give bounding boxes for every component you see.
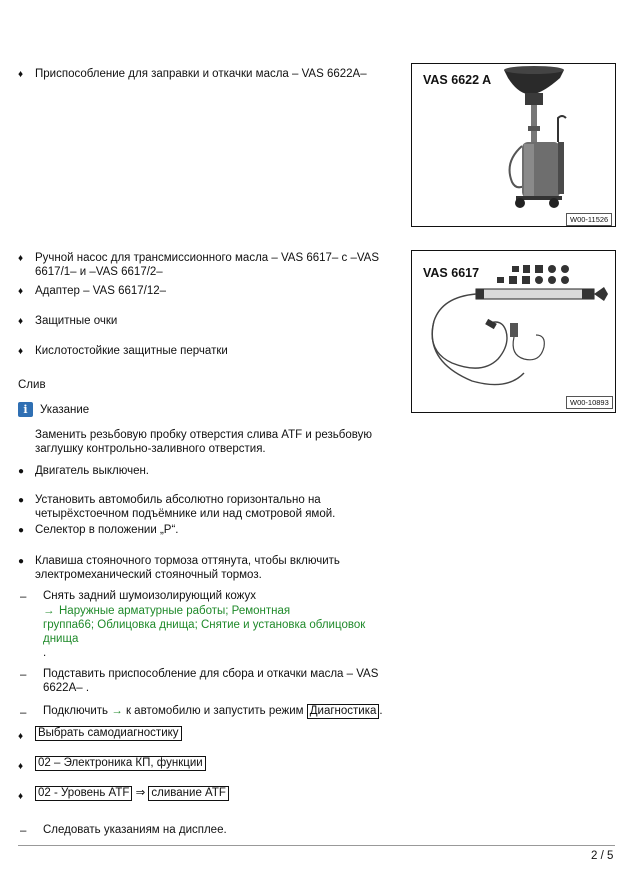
- step-connect-end: .: [379, 705, 383, 717]
- step-place-line1: Подставить приспособление для сбора и откачки масла – VAS: [43, 668, 379, 680]
- bullet-icon: ♦: [18, 286, 24, 297]
- menu-atf-level-path: [35, 786, 229, 801]
- bullet-icon: ♦: [18, 69, 24, 80]
- dash-marker: –: [20, 591, 27, 603]
- item-vas6622: Приспособление для заправки и откачки масла – VAS 6622A–: [35, 68, 367, 80]
- item-gloves: Кислотостойкие защитные перчатки: [35, 345, 228, 357]
- link-external-works[interactable]: Наружные арматурные работы; Ремонтная: [59, 605, 291, 617]
- diagnostic-tester-arrow-icon[interactable]: →: [111, 705, 123, 717]
- bullet-icon: ●: [18, 495, 25, 506]
- link-external-works-line3[interactable]: днища: [43, 633, 79, 645]
- step-connect-pre: Подключить: [43, 705, 109, 717]
- item-vas6617-line1: Ручной насос для трансмиссионного масла – VAS 6617– с –VAS: [35, 252, 379, 264]
- dash-marker: –: [20, 707, 27, 719]
- menu-self-diagnosis: Выбрать самодиагностику: [35, 726, 182, 741]
- note-line2: заглушку контрольно-заливного отверстия.: [35, 443, 266, 455]
- step-remove-cover: Снять задний шумоизолирующий кожух: [43, 590, 256, 602]
- link-external-works-line2[interactable]: группа66; Облицовка днища; Снятие и установка облицовок: [43, 619, 366, 631]
- condition-vehicle-line1: Установить автомобиль абсолютно горизонтально на: [35, 494, 321, 506]
- figure-id: W00-10893: [566, 396, 613, 409]
- step-connect: [43, 704, 383, 719]
- menu-atf-drain: сливание ATF: [148, 786, 229, 801]
- figure-vas6617: [411, 250, 616, 413]
- link-period: .: [43, 647, 47, 659]
- diagnostics-mode-box: Диагностика: [307, 704, 380, 719]
- item-adapter: Адаптер – VAS 6617/12–: [35, 285, 167, 297]
- bullet-icon: ♦: [18, 791, 24, 802]
- bullet-icon: ♦: [18, 731, 24, 742]
- note-line1: Заменить резьбовую пробку отверстия слива ATF и резьбовую: [35, 429, 372, 441]
- figure-vas6622a: [411, 63, 616, 227]
- info-icon: i: [18, 402, 33, 417]
- menu-gearbox-electronics: 02 – Электроника КП, функции: [35, 756, 206, 771]
- menu-arrow-icon: ⇒: [135, 787, 146, 799]
- step-connect-mid: к автомобилю и запустить режим: [125, 705, 304, 717]
- bullet-icon: ●: [18, 525, 25, 536]
- menu-atf-level: 02 - Уровень ATF: [35, 786, 132, 801]
- section-title: Слив: [18, 379, 46, 391]
- figure-title: VAS 6617: [423, 266, 480, 280]
- bullet-icon: ♦: [18, 253, 24, 264]
- bullet-icon: ●: [18, 556, 25, 567]
- figure-title: VAS 6622 A: [423, 73, 492, 87]
- item-vas6617-line2: 6617/1– и –VAS 6617/2–: [35, 266, 163, 278]
- oil-drainer-drawing: [412, 64, 615, 226]
- step-follow: Следовать указаниям на дисплее.: [43, 824, 227, 836]
- hand-pump-drawing: [412, 251, 615, 412]
- bullet-icon: ♦: [18, 761, 24, 772]
- note-label: Указание: [40, 404, 90, 416]
- page-number: 2 / 5: [591, 850, 614, 862]
- condition-brake-line1: Клавиша стояночного тормоза оттянута, чтобы включить: [35, 555, 340, 567]
- step-place-line2: 6622A– .: [43, 682, 90, 694]
- dash-marker: –: [20, 669, 27, 681]
- item-glasses: Защитные очки: [35, 315, 118, 327]
- bullet-icon: ♦: [18, 346, 24, 357]
- condition-brake-line2: электромеханический стояночный тормоз.: [35, 569, 262, 581]
- dash-marker: –: [20, 825, 27, 837]
- condition-selector: Селектор в положении „P“.: [35, 524, 179, 536]
- bullet-icon: ♦: [18, 316, 24, 327]
- condition-engine: Двигатель выключен.: [35, 465, 150, 477]
- condition-vehicle-line2: четырёхстоечном подъёмнике или над смотровой ямой.: [35, 508, 336, 520]
- bullet-icon: ●: [18, 466, 25, 477]
- link-arrow-icon: →: [43, 605, 55, 617]
- footer-divider: [18, 845, 615, 846]
- figure-id: W00-11526: [566, 213, 612, 226]
